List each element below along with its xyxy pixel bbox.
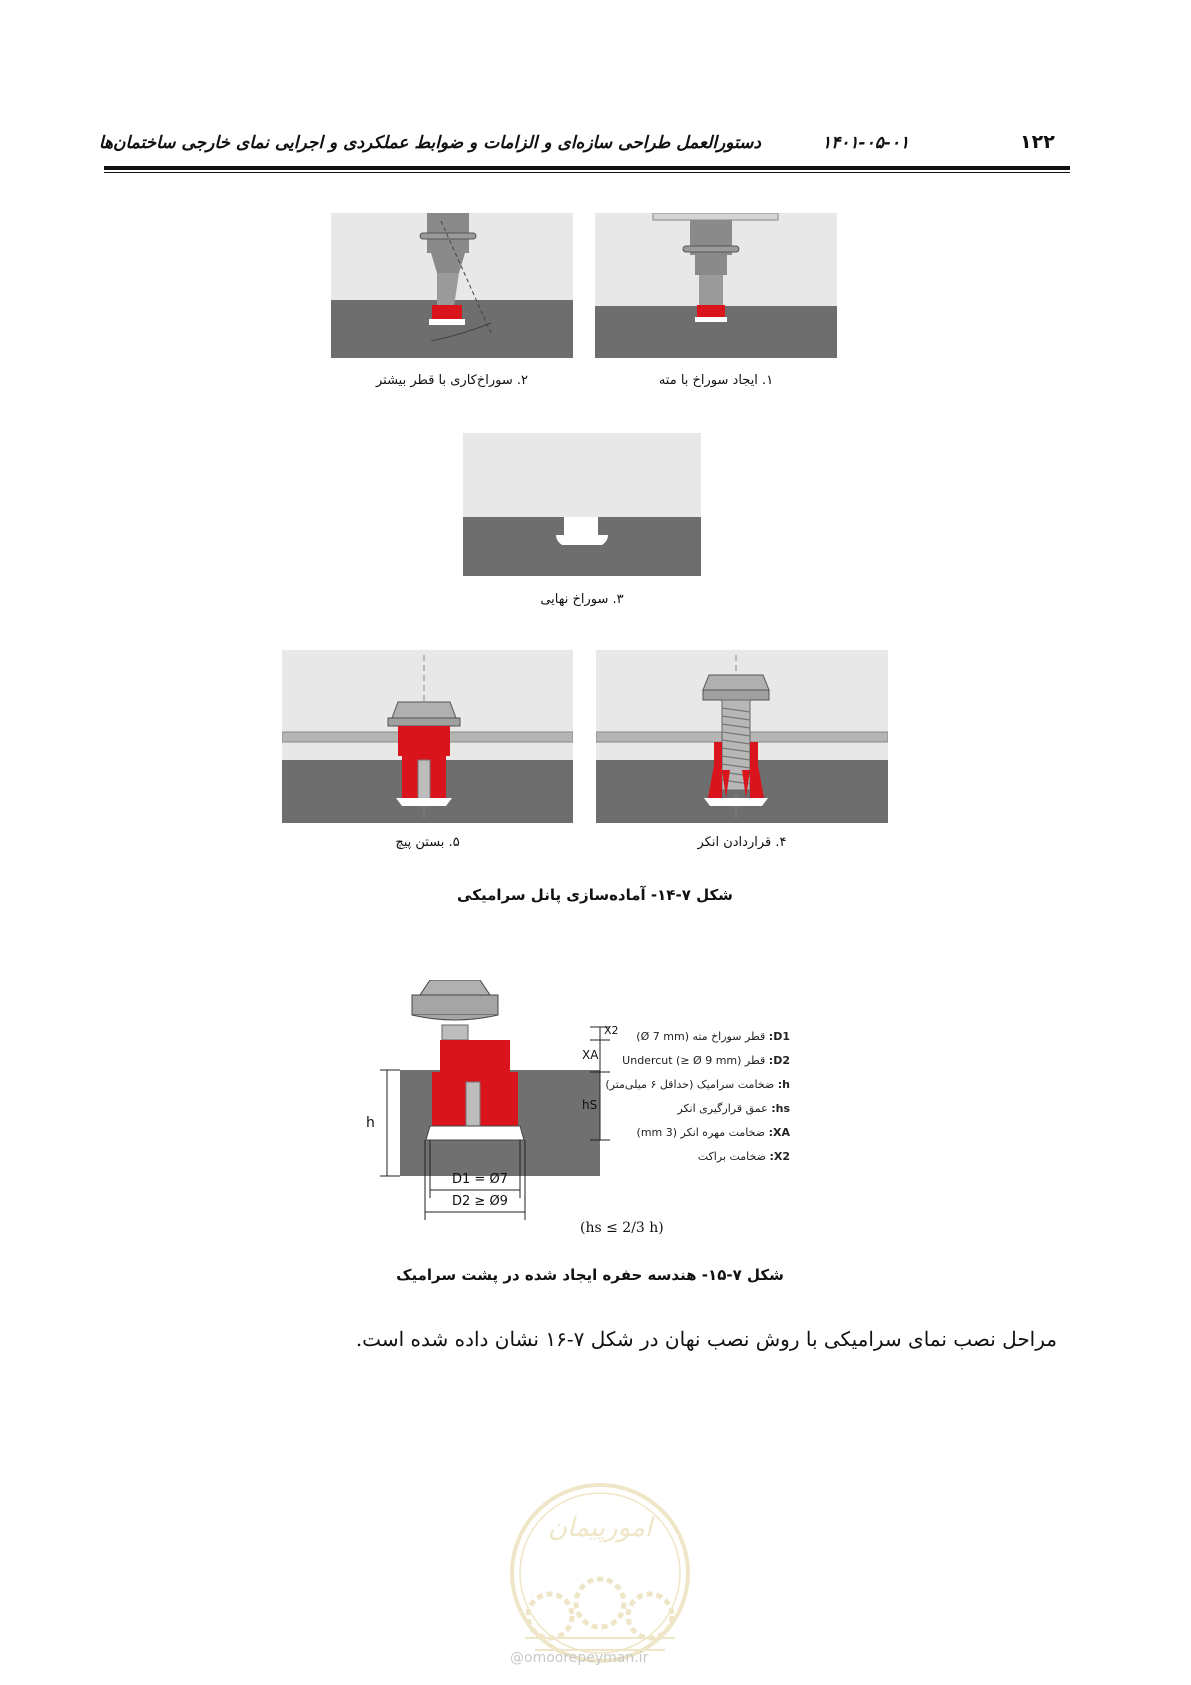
legend-item (600, 1054, 790, 1067)
page-number: ۱۲۲ (1020, 131, 1055, 153)
header-rule-thin (104, 172, 1070, 173)
hs-label: hS (582, 1098, 598, 1112)
legend-item (600, 1030, 790, 1043)
step-5-illustration (282, 650, 573, 823)
legend-item (600, 1078, 790, 1091)
header-rule-thick (104, 166, 1070, 170)
legend-text: ضخامت براکت (697, 1150, 766, 1163)
legend-symbol: hs: (771, 1102, 790, 1115)
h-label: h (366, 1115, 375, 1131)
d1-label: D1 = Ø7 (452, 1172, 508, 1187)
body-paragraph: مراحل نصب نمای سرامیکی با روش نصب نهان در شکل ۷-۱۶ نشان داده شده است. (355, 1327, 1057, 1351)
legend-text: ضخامت سرامیک (حداقل ۶ میلی‌متر) (605, 1078, 775, 1091)
legend-symbol: h: (777, 1078, 790, 1091)
step-3-illustration (463, 433, 701, 576)
step-4-caption: ۴. قراردادن انکر (697, 835, 787, 850)
hs-formula: (hs ≤ 2/3 h) (580, 1220, 664, 1236)
legend-text: عمق قرارگیری انکر (677, 1102, 768, 1115)
figure-15-title: شکل ۷-۱۵- هندسه حفره ایجاد شده در پشت سرامیک (396, 1266, 784, 1284)
legend-item (600, 1102, 790, 1115)
step-3-caption: ۳. سوراخ نهایی (540, 592, 624, 607)
figure-14-title: شکل ۷-۱۴- آماده‌سازی پانل سرامیکی (457, 886, 733, 904)
legend-item (600, 1126, 790, 1139)
legend-item (600, 1150, 790, 1163)
legend-symbol: XA: (768, 1126, 790, 1139)
legend-symbol: D1: (768, 1030, 790, 1043)
step-1-caption: ۱. ایجاد سوراخ با مته (658, 373, 774, 388)
figure-15-legend (600, 1030, 790, 1163)
legend-text: ضخامت مهره انکر (3 mm) (636, 1126, 766, 1139)
step-1-illustration (595, 213, 837, 358)
legend-text: قطر Undercut (≥ Ø 9 mm) (622, 1054, 766, 1067)
legend-text: قطر سوراخ مته (Ø 7 mm) (636, 1030, 766, 1043)
d2-label: D2 ≥ Ø9 (452, 1194, 508, 1209)
watermark-logo-text: امورپیمان (547, 1513, 653, 1543)
x2-label: X2 (604, 1024, 619, 1037)
header-date: ۱۴۰۱-۰۵-۰۱ (822, 133, 910, 153)
watermark-url: @omoorepeyman.ir (510, 1650, 649, 1666)
header-title: دستورالعمل طراحی سازه‌ای و الزامات و ضوابط عملکردی و اجرایی نمای خارجی ساختمان‌ها (98, 133, 761, 153)
step-4-illustration (596, 650, 888, 823)
xa-label: XA (582, 1048, 599, 1062)
legend-symbol: X2: (769, 1150, 790, 1163)
watermark-logo (505, 1478, 695, 1673)
legend-symbol: D2: (768, 1054, 790, 1067)
step-2-illustration (331, 213, 573, 358)
step-5-caption: ۵. بستن پیچ (395, 835, 460, 850)
step-2-caption: ۲. سوراخ‌کاری با قطر بیشتر (375, 373, 528, 388)
